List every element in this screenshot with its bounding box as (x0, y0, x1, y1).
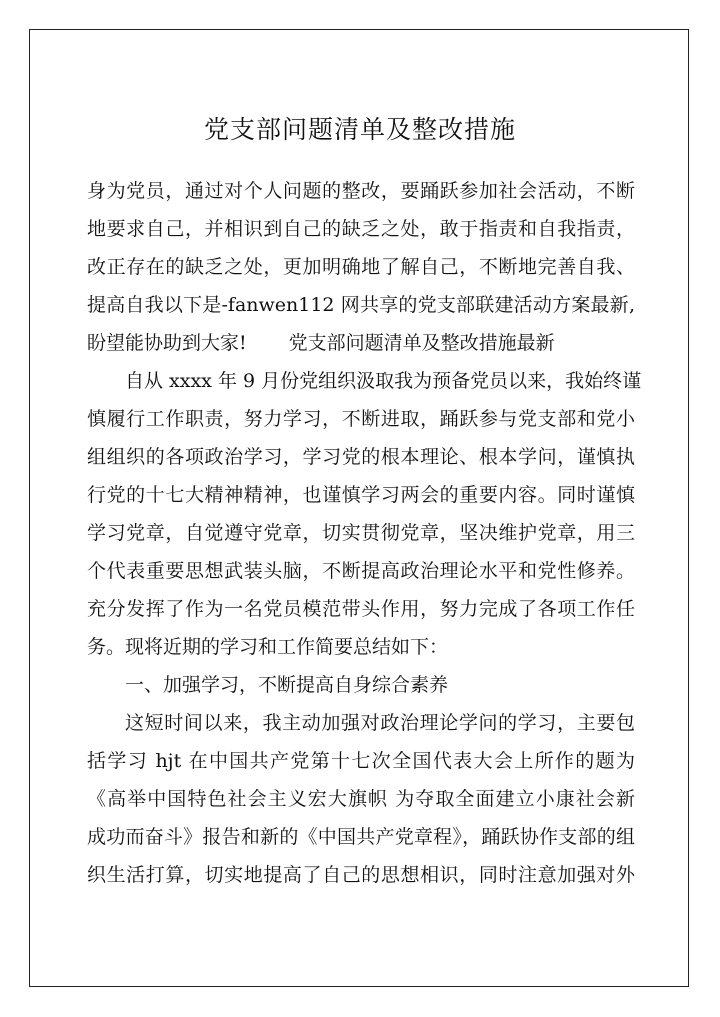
text-line: 提高自我以下是-fanwen112 网共享的党支部联建活动方案最新, (87, 294, 635, 316)
inline-subtitle: 党支部问题清单及整改措施最新 (288, 332, 555, 354)
text-line: 括学习 hjt 在中国共产党第十七次全国代表大会上所作的题为 (87, 750, 635, 772)
text-line: 成功而奋斗》报告和新的《中国共产党章程》，踊跃协作支部的组 (87, 826, 635, 848)
text-line: 身为党员，通过对个人问题的整改，要踊跃参加社会活动，不断 (87, 180, 635, 202)
section-heading: 一、加强学习，不断提高自身综合素养 (125, 674, 449, 696)
paragraph-first-line: 这短时间以来，我主动加强对政治理论学问的学习，主要包 (125, 712, 635, 734)
document-body (87, 172, 642, 894)
text-line: 个代表重要思想武装头脑，不断提高政治理论水平和党性修养。 (87, 560, 635, 582)
text-line: 织生活打算，切实地提高了自己的思想相识，同时注意加强对外 (87, 864, 635, 886)
text-line: 地要求自己，并相识到自己的缺乏之处，敢于指责和自我指责， (87, 218, 635, 240)
text-line: 行党的十七大精神精神，也谨慎学习两会的重要内容。同时谨慎 (87, 484, 635, 506)
text-line-with-heading (87, 324, 635, 362)
text-line: 学习党章，自觉遵守党章，切实贯彻党章，坚决维护党章，用三 (87, 522, 635, 544)
text-line: 改正存在的缺乏之处，更加明确地了解自己，不断地完善自我、 (87, 256, 635, 278)
text-line: 《高举中国特色社会主义宏大旗帜 为夺取全面建立小康社会新 (87, 788, 635, 810)
paragraph-first-line: 自从 xxxx 年 9 月份党组织汲取我为预备党员以来，我始终谨 (125, 370, 642, 392)
text-line: 组组织的各项政治学习，学习党的根本理论、根本学问，谨慎执 (87, 446, 635, 468)
text-line: 慎履行工作职责，努力学习，不断进取，踊跃参与党支部和党小 (87, 408, 635, 430)
text-line: 务。现将近期的学习和工作简要总结如下： (87, 636, 449, 658)
intro-closing-text: 盼望能协助到大家! (87, 332, 247, 354)
document-title: 党支部问题清单及整改措施 (203, 115, 516, 144)
text-line: 充分发挥了作为一名党员模范带头作用，努力完成了各项工作任 (87, 598, 635, 620)
